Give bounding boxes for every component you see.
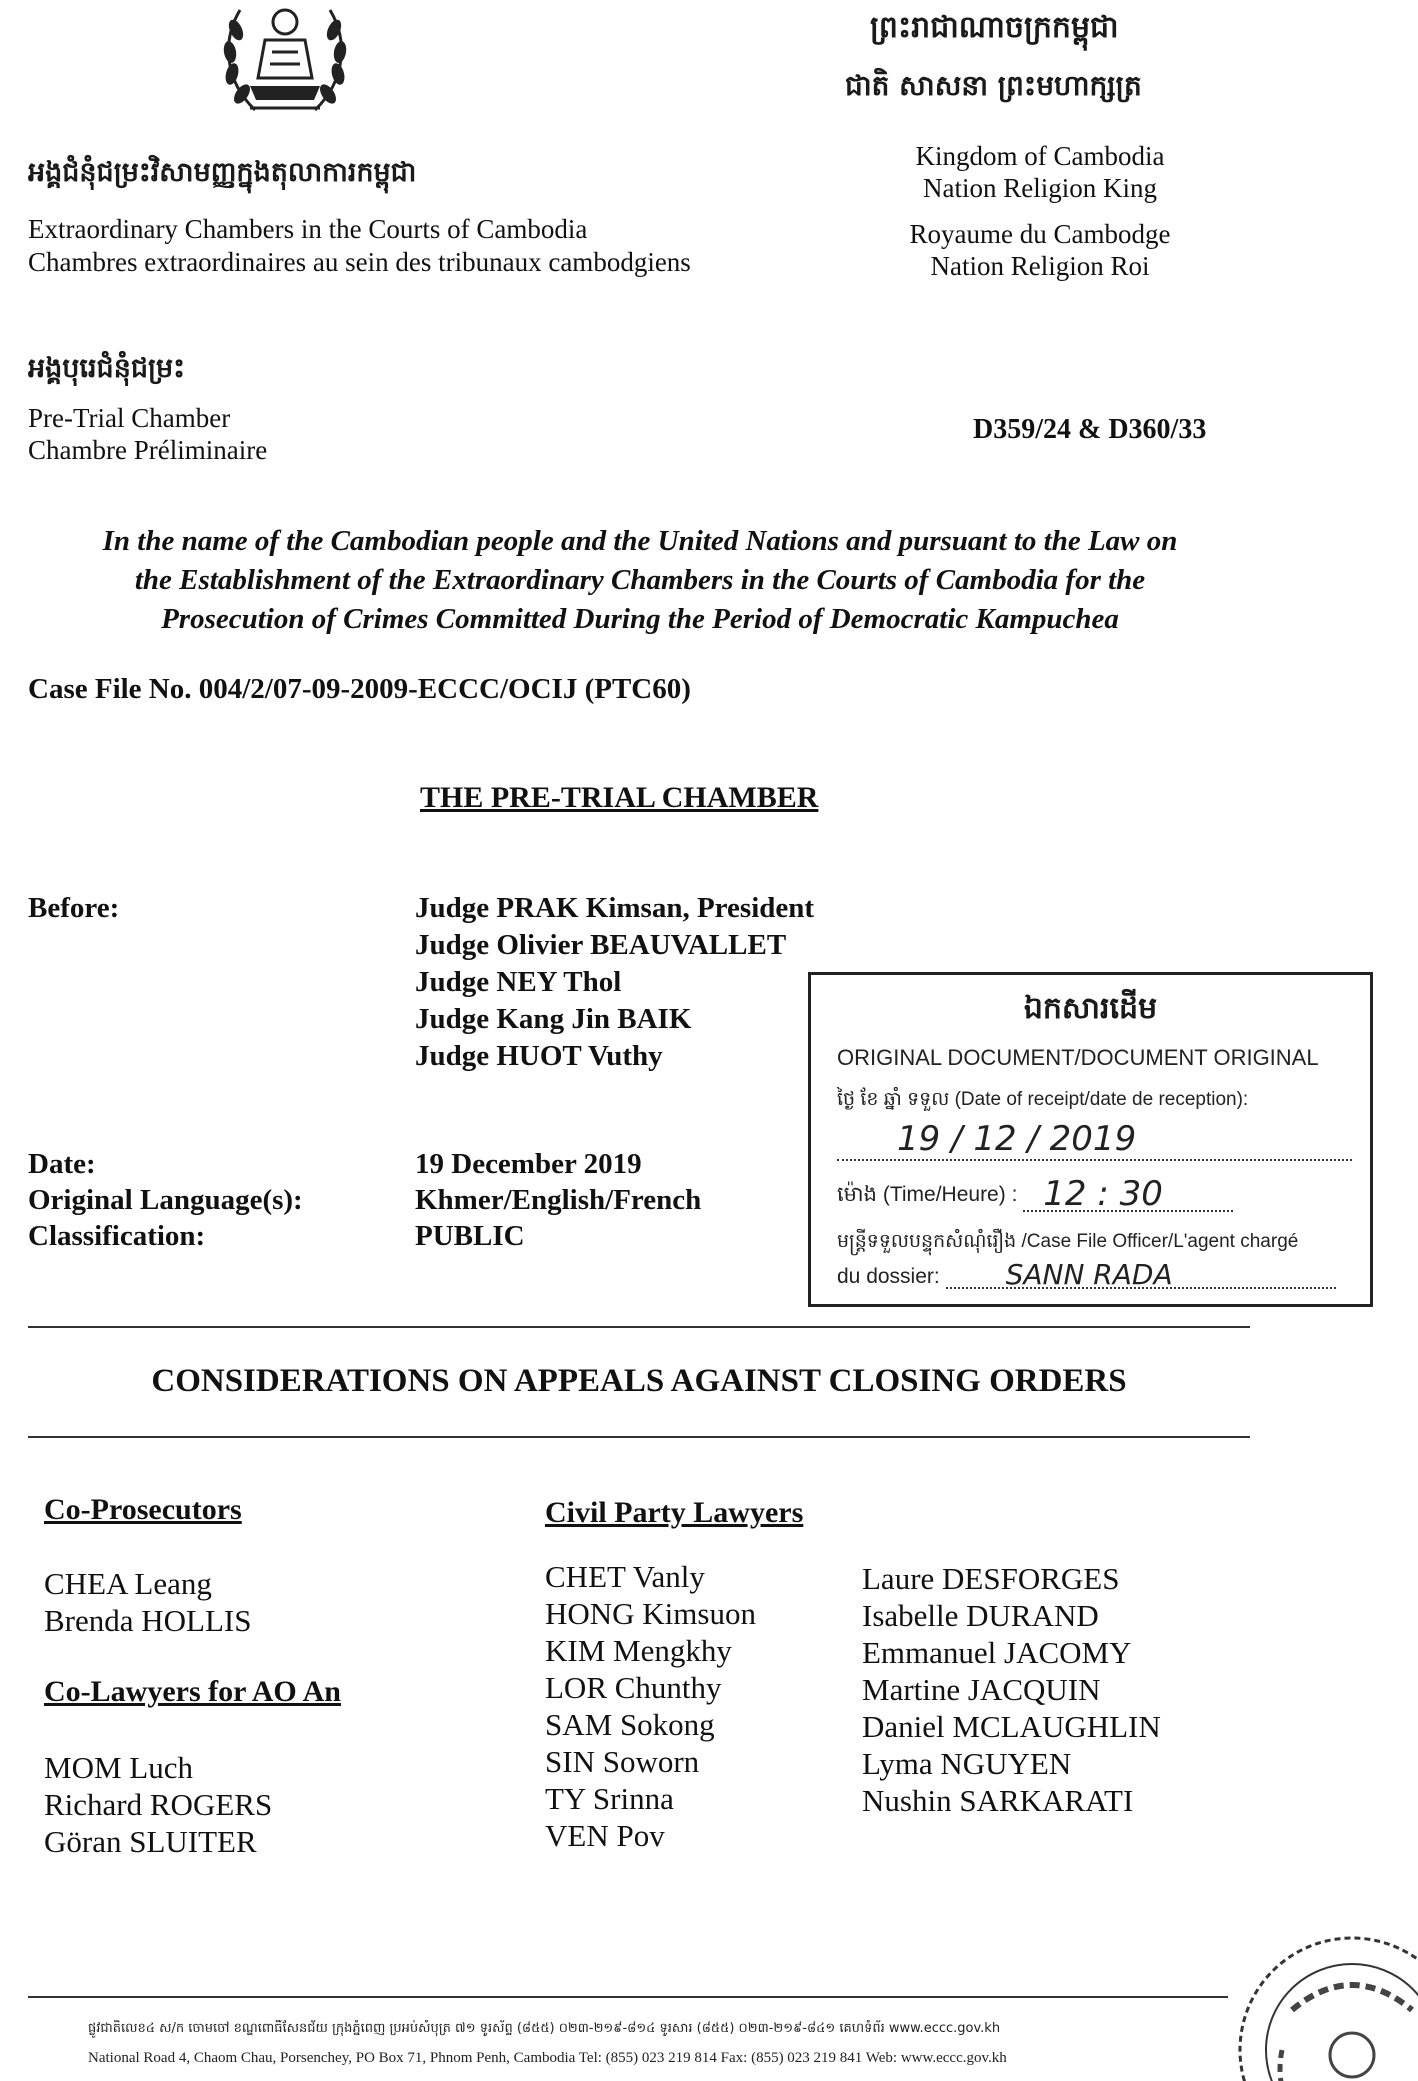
stamp-time-row	[837, 1174, 1352, 1214]
civil-party-lawyer-name: VEN Pov	[545, 1818, 665, 1853]
preamble	[20, 522, 1260, 639]
co-lawyer-name: Göran SLUITER	[44, 1824, 257, 1859]
civil-party-lawyer-name: Daniel MCLAUGHLIN	[862, 1709, 1161, 1744]
court-name-khmer: អង្គជំនុំជម្រះវិសាមញ្ញក្នុងតុលាការកម្ពុជា	[28, 157, 417, 188]
stamp-time-line	[1023, 1174, 1233, 1214]
stamp-officer-line	[946, 1258, 1336, 1291]
civil-party-lawyer-name: LOR Chunthy	[545, 1670, 722, 1705]
kingdom-khmer: ព្រះរាជាណាចក្រកម្ពុជា	[870, 10, 1119, 45]
co-prosecutors-list	[44, 1565, 251, 1639]
chamber-fr: Chambre Préliminaire	[28, 435, 268, 465]
civil-party-lawyer-name: HONG Kimsuon	[545, 1596, 756, 1631]
main-title: CONSIDERATIONS ON APPEALS AGAINST CLOSING ORDERS	[151, 1363, 1127, 1399]
kingdom-en: Kingdom of Cambodia	[915, 141, 1165, 171]
chamber-khmer: អង្គបុរេជំនុំជម្រះ	[28, 353, 186, 384]
co-prosecutor-name: CHEA Leang	[44, 1566, 212, 1601]
meta-values	[415, 1146, 701, 1254]
divider-bottom	[28, 1436, 1250, 1438]
language-label: Original Language(s):	[28, 1184, 303, 1216]
preamble-line: In the name of the Cambodian people and the United Nations and pursuant to the Law on	[102, 525, 1178, 557]
civil-party-lawyer-name: Laure DESFORGES	[862, 1561, 1120, 1596]
civil-party-lawyer-name: Isabelle DURAND	[862, 1598, 1099, 1633]
stamp-officer-value: SANN RADA	[1005, 1258, 1173, 1291]
receipt-stamp	[808, 972, 1373, 1307]
civil-party-list-col1	[545, 1558, 756, 1854]
classification-value: PUBLIC	[415, 1220, 525, 1252]
judges-list	[415, 890, 814, 1075]
stamp-officer-label: មន្ត្រីទទួលបន្ទុកសំណុំរឿង /Case File Officer/L'agent chargé	[837, 1231, 1299, 1252]
co-lawyer-name: Richard ROGERS	[44, 1787, 273, 1822]
civil-party-heading: Civil Party Lawyers	[545, 1496, 804, 1529]
stamp-date-value: 19 / 12 / 2019	[897, 1119, 1137, 1159]
stamp-time-label: ម៉ោង (Time/Heure) :	[837, 1183, 1018, 1206]
civil-party-lawyer-name: SAM Sokong	[545, 1707, 715, 1742]
kingdom-fr: Royaume du Cambodge	[909, 219, 1171, 249]
judge-name: Judge Olivier BEAUVALLET	[415, 929, 787, 961]
civil-party-lawyer-name: Lyma NGUYEN	[862, 1746, 1072, 1781]
judge-name: Judge Kang Jin BAIK	[415, 1003, 692, 1035]
judge-name: Judge HUOT Vuthy	[415, 1040, 663, 1072]
preamble-line: Prosecution of Crimes Committed During the Period of Democratic Kampuchea	[161, 603, 1119, 635]
civil-party-lawyer-name: Nushin SARKARATI	[862, 1783, 1134, 1818]
co-prosecutors-heading: Co-Prosecutors	[44, 1493, 242, 1526]
stamp-date-line	[837, 1119, 1352, 1161]
judge-name: Judge NEY Thol	[415, 966, 622, 998]
motto-fr: Nation Religion Roi	[930, 251, 1150, 281]
civil-party-lawyer-name: KIM Mengkhy	[545, 1633, 732, 1668]
before-label: Before:	[28, 892, 120, 924]
divider-top	[28, 1326, 1250, 1328]
court-name-en: Extraordinary Chambers in the Courts of Cambodia	[28, 214, 588, 244]
classification-label: Classification:	[28, 1220, 206, 1252]
co-prosecutor-name: Brenda HOLLIS	[44, 1603, 252, 1638]
court-name-fr: Chambres extraordinaires au sein des tribunaux cambodgiens	[28, 247, 691, 277]
date-label: Date:	[28, 1148, 96, 1180]
meta-labels	[28, 1146, 303, 1254]
court-seal-icon	[1232, 1930, 1418, 2081]
footer-divider	[28, 1996, 1228, 1998]
language-value: Khmer/English/French	[415, 1184, 702, 1216]
stamp-khmer-title: ឯកសារដើម	[1023, 991, 1158, 1026]
motto-en: Nation Religion King	[923, 173, 1157, 203]
co-lawyers-list	[44, 1749, 272, 1860]
footer-khmer: ផ្លូវជាតិលេខ៤ ស/ក ចោមចៅ ខណ្ឌពោធិ៍សែនជ័យ ក្រុងភ្នំពេញ ប្រអប់សំបុត្រ ៧១ ទូរស័ព្ទ (៨៥៥) ០២៣-២១៩-៨១៤ ទូរសារ (៨៥៥) ០២៣-២១៩-៨៤១ គេហទំព័រ www.eccc.gov.kh	[88, 2021, 1001, 2036]
civil-party-lawyer-name: Emmanuel JACOMY	[862, 1635, 1132, 1670]
motto-khmer: ជាតិ សាសនា ព្រះមហាក្សត្រ	[845, 69, 1142, 102]
eccc-emblem-icon	[210, 0, 360, 125]
case-file-number: Case File No. 004/2/07-09-2009-ECCC/OCIJ (PTC60)	[28, 673, 691, 705]
co-lawyer-name: MOM Luch	[44, 1750, 193, 1785]
civil-party-list-col2	[862, 1560, 1161, 1819]
stamp-date-label: ថ្ងៃ ខែ ឆ្នាំ ទទួល (Date of receipt/date de reception):	[837, 1089, 1249, 1110]
footer-address: National Road 4, Chaom Chau, Porsenchey, PO Box 71, Phnom Penh, Cambodia Tel: (855) 023 219 814 Fax: (855) 023 219 841 Web: www.eccc.gov.kh	[88, 2050, 1007, 2066]
civil-party-lawyer-name: Martine JACQUIN	[862, 1672, 1101, 1707]
judge-name: Judge PRAK Kimsan, President	[415, 892, 815, 924]
co-lawyers-heading: Co-Lawyers for AO An	[44, 1675, 341, 1708]
stamp-officer-row	[837, 1258, 1352, 1291]
document-reference: D359/24 & D360/33	[973, 414, 1207, 445]
preamble-line: the Establishment of the Extraordinary Chambers in the Courts of Cambodia for the	[134, 564, 1146, 596]
stamp-title: ORIGINAL DOCUMENT/DOCUMENT ORIGINAL	[837, 1045, 1319, 1070]
chamber-title: THE PRE-TRIAL CHAMBER	[420, 781, 819, 814]
date-value: 19 December 2019	[415, 1148, 642, 1180]
civil-party-lawyer-name: SIN Soworn	[545, 1744, 700, 1779]
stamp-time-value: 12 : 30	[1043, 1174, 1163, 1214]
chamber-en: Pre-Trial Chamber	[28, 403, 231, 433]
civil-party-lawyer-name: CHET Vanly	[545, 1559, 705, 1594]
stamp-officer-label-2: du dossier:	[837, 1265, 940, 1288]
civil-party-lawyer-name: TY Srinna	[545, 1781, 674, 1816]
